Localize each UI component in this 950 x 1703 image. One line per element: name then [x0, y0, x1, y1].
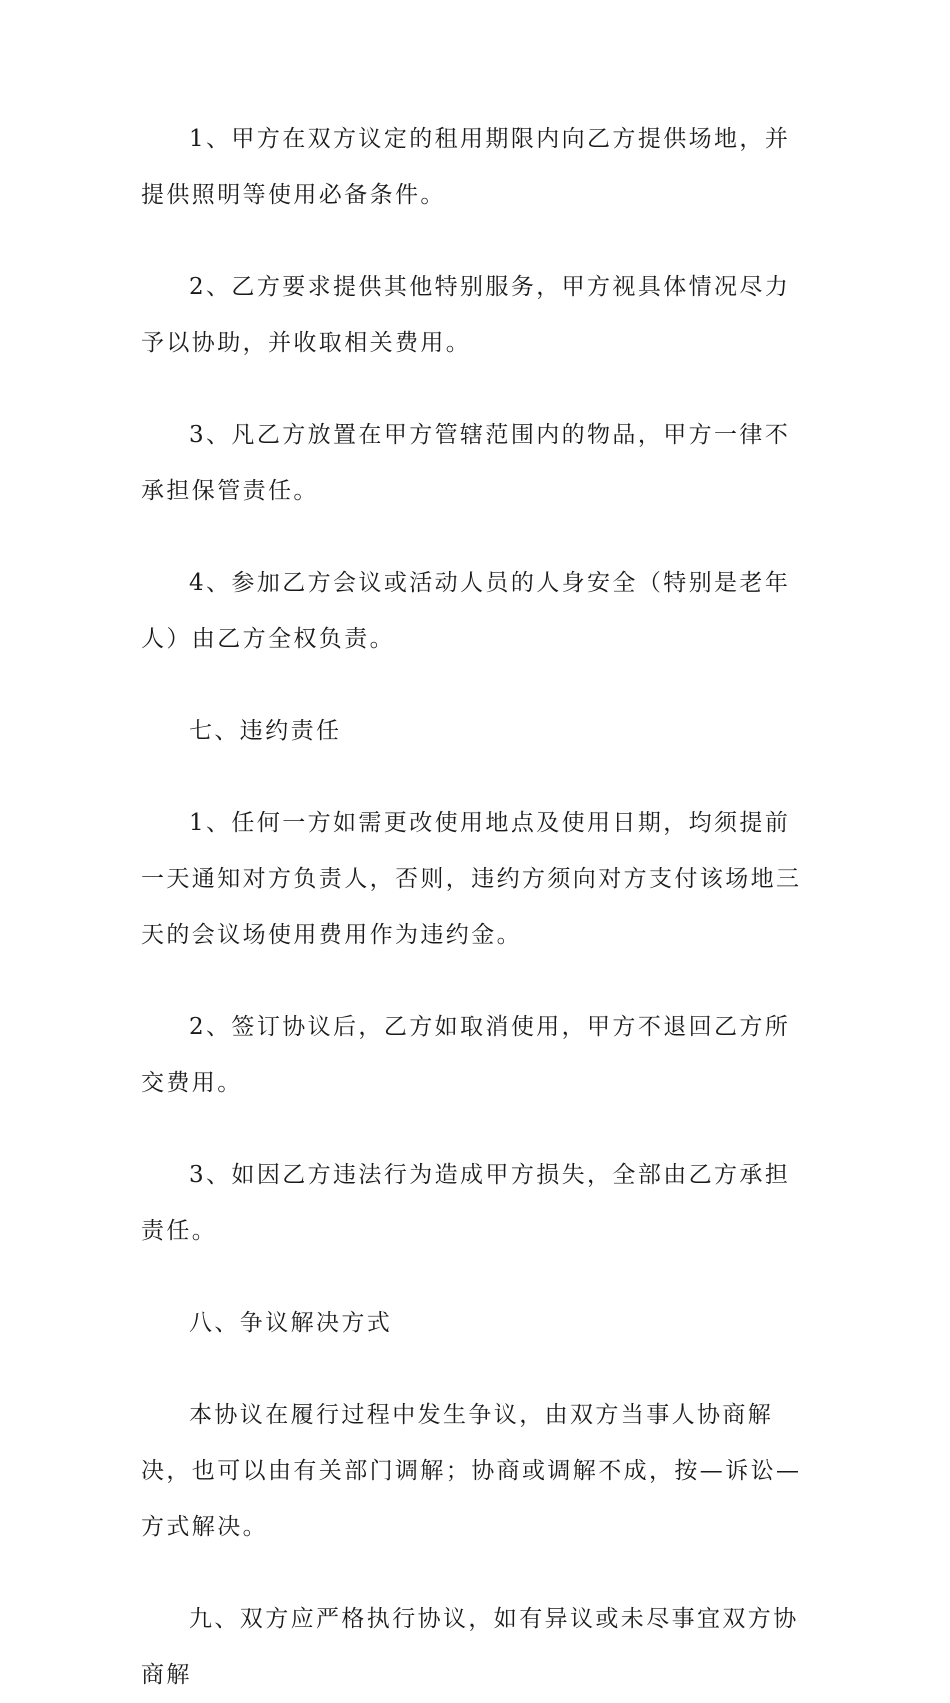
dispute-resolution-text: 本协议在履行过程中发生争议，由双方当事人协商解决，也可以由有关部门调解；协商或调解不成，按—诉讼—方式解决。 — [141, 1402, 802, 1540]
clause-2-special-services: 2、乙方要求提供其他特别服务，甲方视具体情况尽力予以协助，并收取相关费用。 — [141, 274, 791, 356]
section-heading-dispute-resolution: 八、争议解决方式 — [189, 1310, 393, 1336]
breach-clause-3-illegal-acts: 3、如因乙方违法行为造成甲方损失，全部由乙方承担责任。 — [141, 1162, 791, 1244]
breach-clause-2-cancellation: 2、签订协议后，乙方如取消使用，甲方不退回乙方所交费用。 — [141, 1014, 791, 1096]
section-nine-text: 九、双方应严格执行协议，如有异议或未尽事宜双方协商解 — [141, 1606, 799, 1688]
breach-clause-1-change-notice: 1、任何一方如需更改使用地点及使用日期，均须提前一天通知对方负责人，否则，违约方须向对方支付该场地三天的会议场使用费用作为违约金。 — [141, 810, 802, 948]
section-heading-breach-liability: 七、违约责任 — [189, 718, 342, 744]
clause-3-custody-liability: 3、凡乙方放置在甲方管辖范围内的物品，甲方一律不承担保管责任。 — [141, 422, 791, 504]
clause-1-venue-provision: 1、甲方在双方议定的租用期限内向乙方提供场地，并提供照明等使用必备条件。 — [141, 126, 791, 208]
clause-4-personal-safety: 4、参加乙方会议或活动人员的人身安全（特别是老年人）由乙方全权负责。 — [141, 570, 791, 652]
document-body — [141, 111, 806, 1703]
